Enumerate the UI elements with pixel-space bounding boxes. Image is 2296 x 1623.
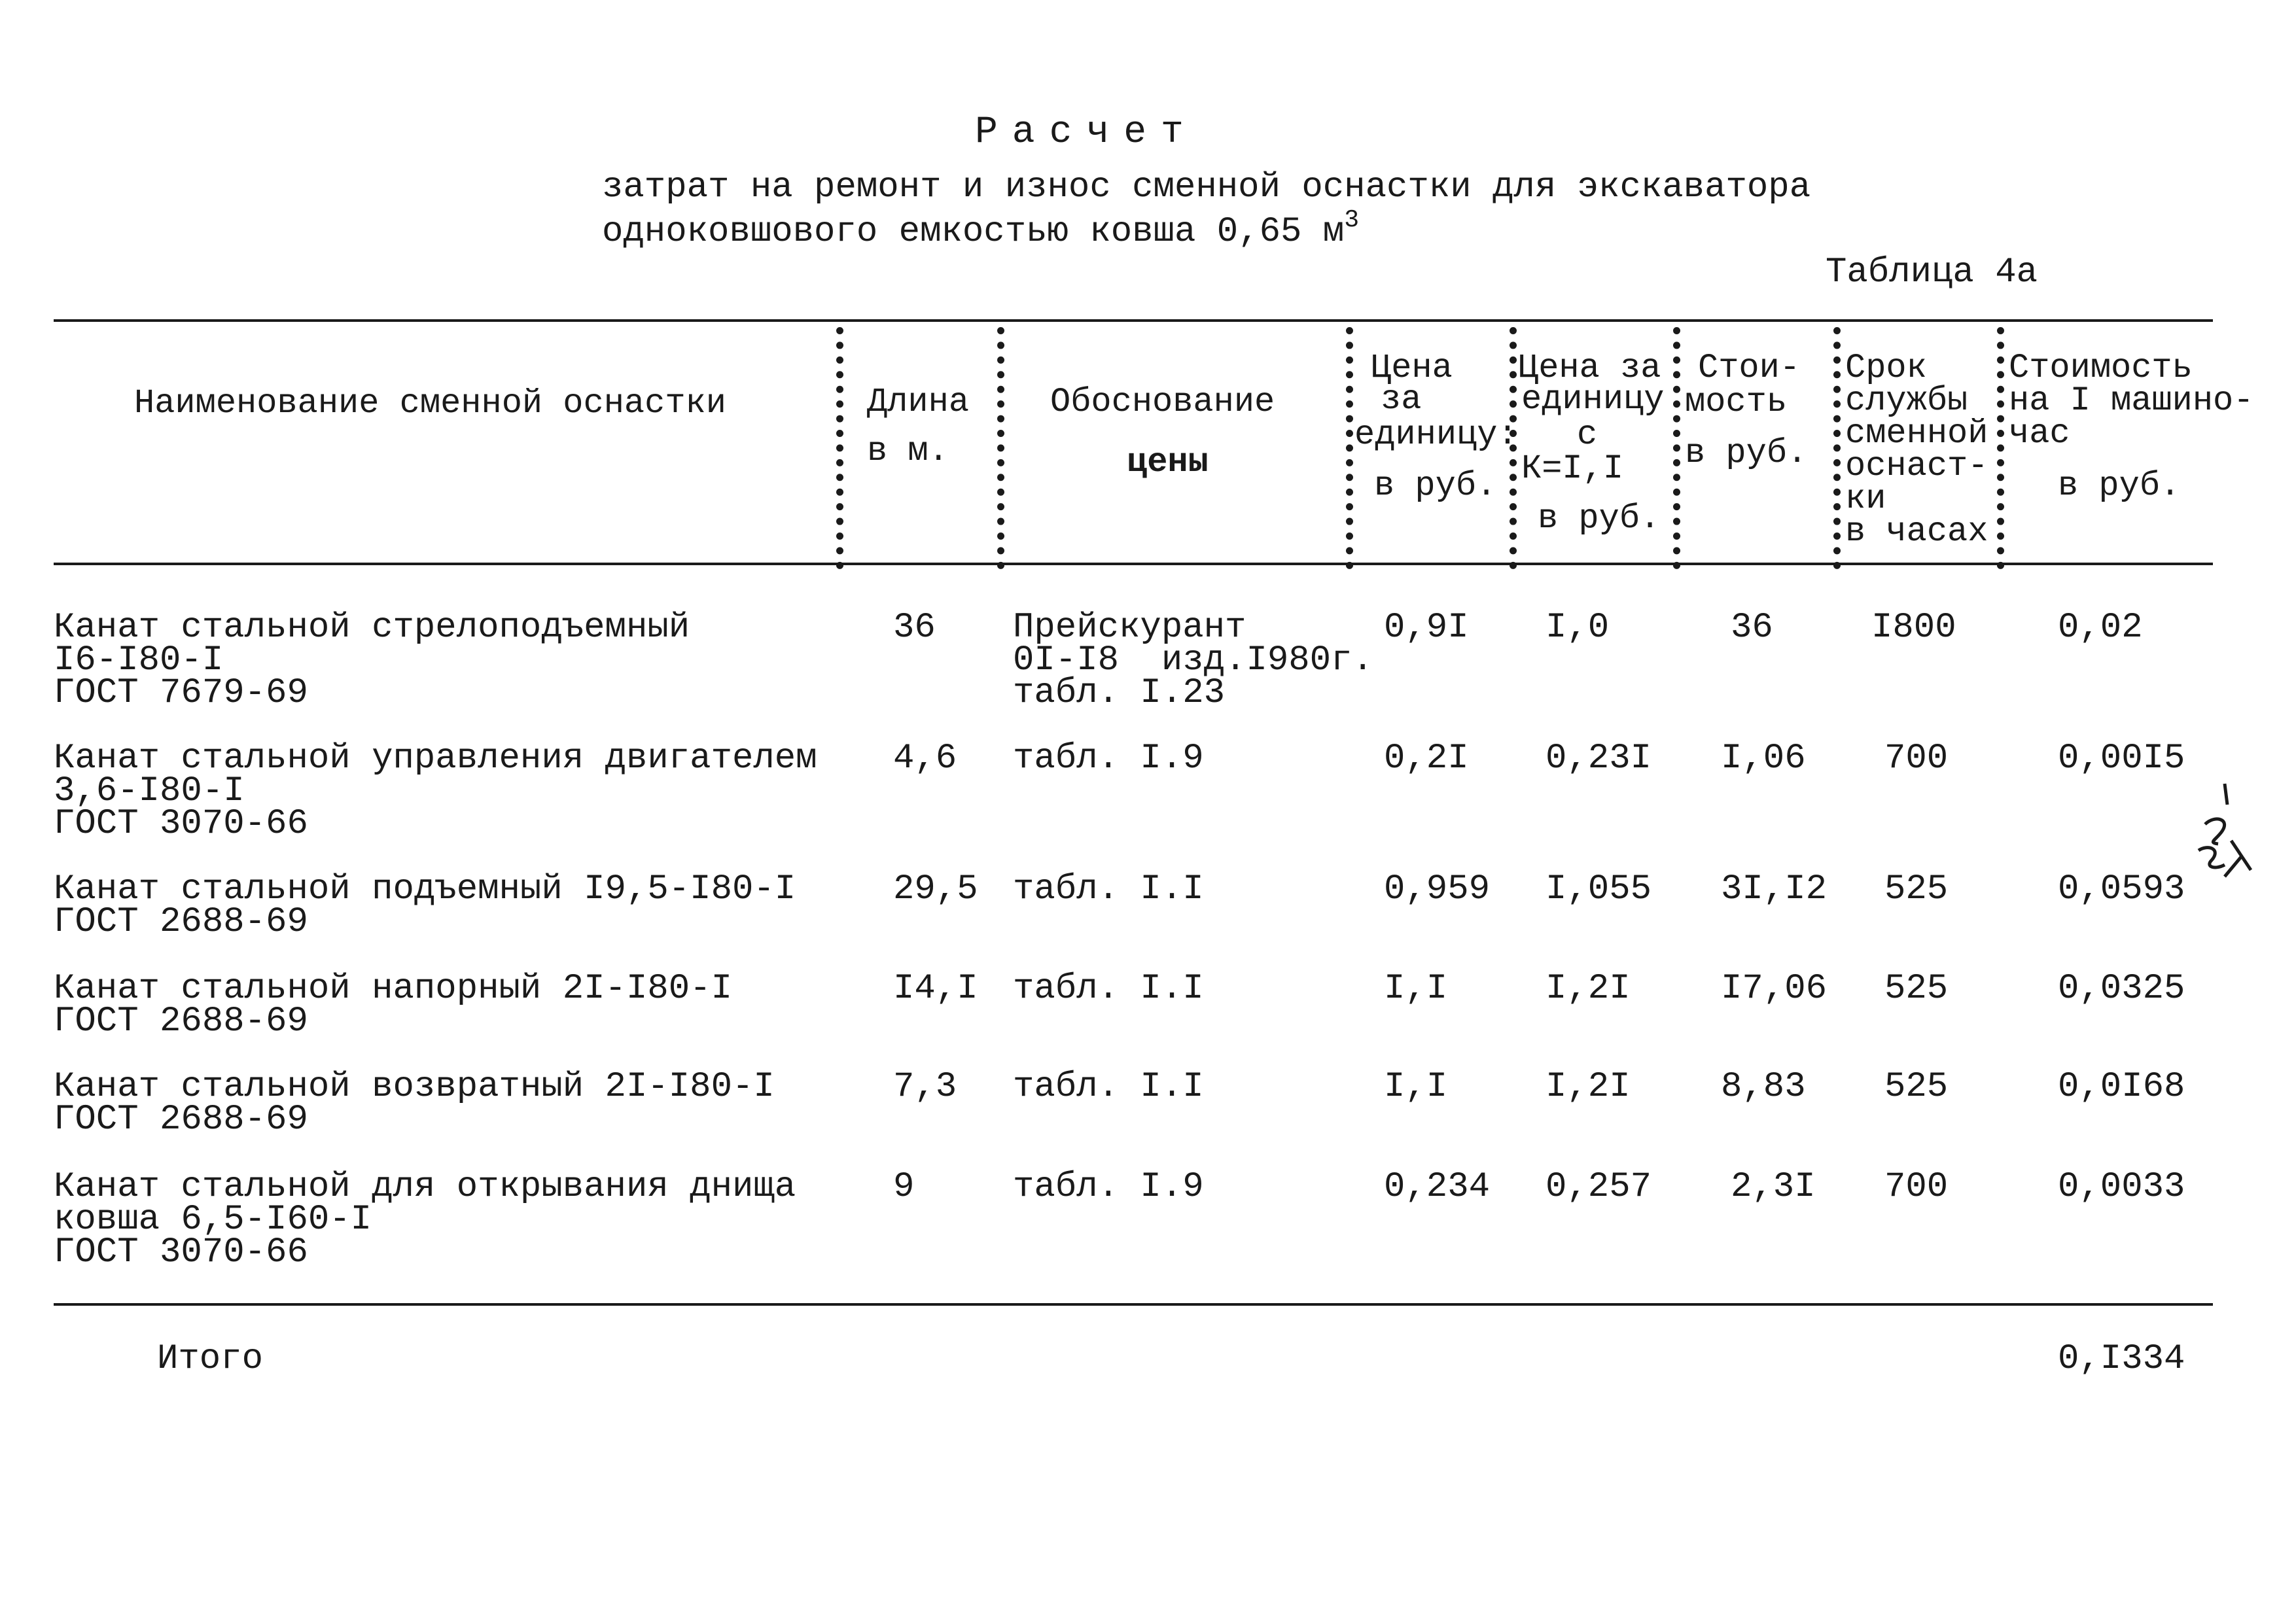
- column-header-price-line3: единицу:: [1354, 415, 1518, 454]
- column-header-length-line2: в м.: [867, 432, 949, 470]
- row3-name-line2: ГОСТ 2688-69: [54, 902, 308, 942]
- row6-per-hour: 0,0033: [2058, 1167, 2185, 1207]
- row2-name-line2: 3,6-I80-I: [54, 771, 245, 811]
- document-subtitle-line1: затрат на ремонт и износ сменной оснастки для экскаватора: [602, 167, 1811, 207]
- handwritten-page-number-drawing: [2185, 778, 2257, 890]
- row3-cost: 3I,I2: [1721, 869, 1828, 909]
- column-header-pricek-line1: Цена за: [1518, 349, 1661, 387]
- row2-basis: табл. I.9: [1013, 739, 1204, 778]
- row6-hours: 700: [1884, 1167, 1949, 1207]
- row4-price: I,I: [1384, 969, 1448, 1009]
- row2-cost: I,06: [1721, 739, 1806, 778]
- row1-name-line2: I6-I80-I: [54, 640, 224, 680]
- row1-basis-line3: табл. I.23: [1013, 673, 1226, 713]
- subtitle-superscript: 3: [1344, 206, 1359, 234]
- row2-price-k: 0,23I: [1545, 739, 1652, 778]
- column-header-pricek-line2: единицу: [1521, 380, 1665, 419]
- row1-name-line3: ГОСТ 7679-69: [54, 673, 308, 713]
- row4-per-hour: 0,0325: [2058, 969, 2185, 1009]
- row1-price: 0,9I: [1384, 608, 1469, 648]
- row4-price-k: I,2I: [1545, 969, 1631, 1009]
- row5-length: 7,3: [893, 1067, 957, 1107]
- handwritten-page-number: [2185, 778, 2257, 890]
- column-header-hours-line4: оснаст-: [1845, 447, 1988, 485]
- column-header-name: Наименование сменной оснастки: [134, 384, 726, 423]
- column-header-hours-line2: службы: [1845, 381, 1968, 420]
- column-header-perhour-line2: на I машино-: [2009, 381, 2254, 420]
- row4-name-line2: ГОСТ 2688-69: [54, 1002, 308, 1041]
- column-header-price-line1: Цена: [1371, 349, 1453, 387]
- table-top-rule: [54, 319, 2213, 322]
- row1-basis-line2: 0I-I8 изд.I980г.: [1013, 640, 1373, 680]
- total-label: Итого: [157, 1339, 264, 1379]
- column-header-pricek-line4: К=I,I: [1521, 449, 1624, 488]
- table-label: Таблица 4а: [1826, 253, 2038, 292]
- row5-cost: 8,83: [1721, 1067, 1806, 1107]
- column-header-hours-line1: Срок: [1845, 349, 1927, 387]
- row5-price-k: I,2I: [1545, 1067, 1631, 1107]
- row5-name-line1: Канат стальной возвратный 2I-I80-I: [54, 1067, 775, 1107]
- row1-name-line1: Канат стальной стрелоподъемный: [54, 608, 690, 648]
- row4-length: I4,I: [893, 969, 978, 1009]
- column-separator: [1346, 327, 1353, 569]
- row1-per-hour: 0,02: [2058, 608, 2143, 648]
- row1-basis-line1: Прейскурант: [1013, 608, 1246, 648]
- row3-length: 29,5: [893, 869, 978, 909]
- column-header-cost-line3: в руб.: [1685, 434, 1808, 472]
- row6-length: 9: [893, 1167, 915, 1207]
- row6-name-line1: Канат стальной для открывания днища: [54, 1167, 796, 1207]
- document-subtitle-line2: [602, 204, 1359, 252]
- row2-per-hour: 0,00I5: [2058, 739, 2185, 778]
- header-bottom-rule: [54, 563, 2213, 565]
- row5-hours: 525: [1884, 1067, 1949, 1107]
- column-header-perhour-line1: Стоимость: [2009, 349, 2193, 387]
- row3-name-line1: Канат стальной подъемный I9,5-I80-I: [54, 869, 796, 909]
- column-header-hours-line6: в часах: [1845, 512, 1988, 551]
- subtitle-text: одноковшового емкостью ковша 0,65 м: [602, 212, 1345, 252]
- row6-cost: 2,3I: [1731, 1167, 1816, 1207]
- column-separator: [997, 327, 1004, 569]
- column-header-hours-line5: ки: [1845, 480, 1886, 518]
- column-separator: [1673, 327, 1680, 569]
- row3-basis: табл. I.I: [1013, 869, 1204, 909]
- column-header-cost-line1: Стои-: [1698, 349, 1801, 387]
- table-bottom-rule: [54, 1303, 2213, 1306]
- row2-hours: 700: [1884, 739, 1949, 778]
- column-header-cost-line2: мость: [1685, 383, 1788, 421]
- column-header-perhour-line3: час: [2009, 414, 2070, 453]
- row2-name-line1: Канат стальной управления двигателем: [54, 739, 817, 778]
- row5-price: I,I: [1384, 1067, 1448, 1107]
- row4-name-line1: Канат стальной напорный 2I-I80-I: [54, 969, 732, 1009]
- row4-hours: 525: [1884, 969, 1949, 1009]
- row2-name-line3: ГОСТ 3070-66: [54, 804, 308, 844]
- row3-hours: 525: [1884, 869, 1949, 909]
- column-header-pricek-line5: в руб.: [1538, 499, 1661, 538]
- row6-name-line2: ковша 6,5-I60-I: [54, 1200, 372, 1240]
- column-header-hours-line3: сменной: [1845, 414, 1988, 453]
- row2-price: 0,2I: [1384, 739, 1469, 778]
- row6-price-k: 0,257: [1545, 1167, 1652, 1207]
- row1-price-k: I,0: [1545, 608, 1610, 648]
- column-header-price-line2: за: [1381, 380, 1422, 419]
- row1-length: 36: [893, 608, 936, 648]
- row1-cost: 36: [1731, 608, 1773, 648]
- row4-cost: I7,06: [1721, 969, 1828, 1009]
- column-separator: [1997, 327, 2004, 569]
- total-value: 0,I334: [2058, 1339, 2185, 1379]
- row6-name-line3: ГОСТ 3070-66: [54, 1232, 308, 1272]
- row3-price-k: I,055: [1545, 869, 1652, 909]
- row6-basis: табл. I.9: [1013, 1167, 1204, 1207]
- row2-length: 4,6: [893, 739, 957, 778]
- row3-per-hour: 0,0593: [2058, 869, 2185, 909]
- column-header-length-line1: Длина: [867, 383, 970, 421]
- row3-price: 0,959: [1384, 869, 1491, 909]
- row4-basis: табл. I.I: [1013, 969, 1204, 1009]
- row6-price: 0,234: [1384, 1167, 1491, 1207]
- column-separator: [1833, 327, 1841, 569]
- column-header-perhour-line4: в руб.: [2058, 466, 2181, 505]
- document-title: Расчет: [975, 111, 1198, 154]
- row5-name-line2: ГОСТ 2688-69: [54, 1100, 308, 1140]
- column-header-basis-line1: Обоснование: [1050, 383, 1275, 421]
- column-separator: [836, 327, 843, 569]
- column-header-price-line4: в руб.: [1374, 466, 1497, 505]
- row5-basis: табл. I.I: [1013, 1067, 1204, 1107]
- column-header-basis-line2: цены: [1127, 443, 1209, 481]
- row1-hours: I800: [1871, 608, 1956, 648]
- row5-per-hour: 0,0I68: [2058, 1067, 2185, 1107]
- column-header-pricek-line3: с: [1577, 415, 1598, 454]
